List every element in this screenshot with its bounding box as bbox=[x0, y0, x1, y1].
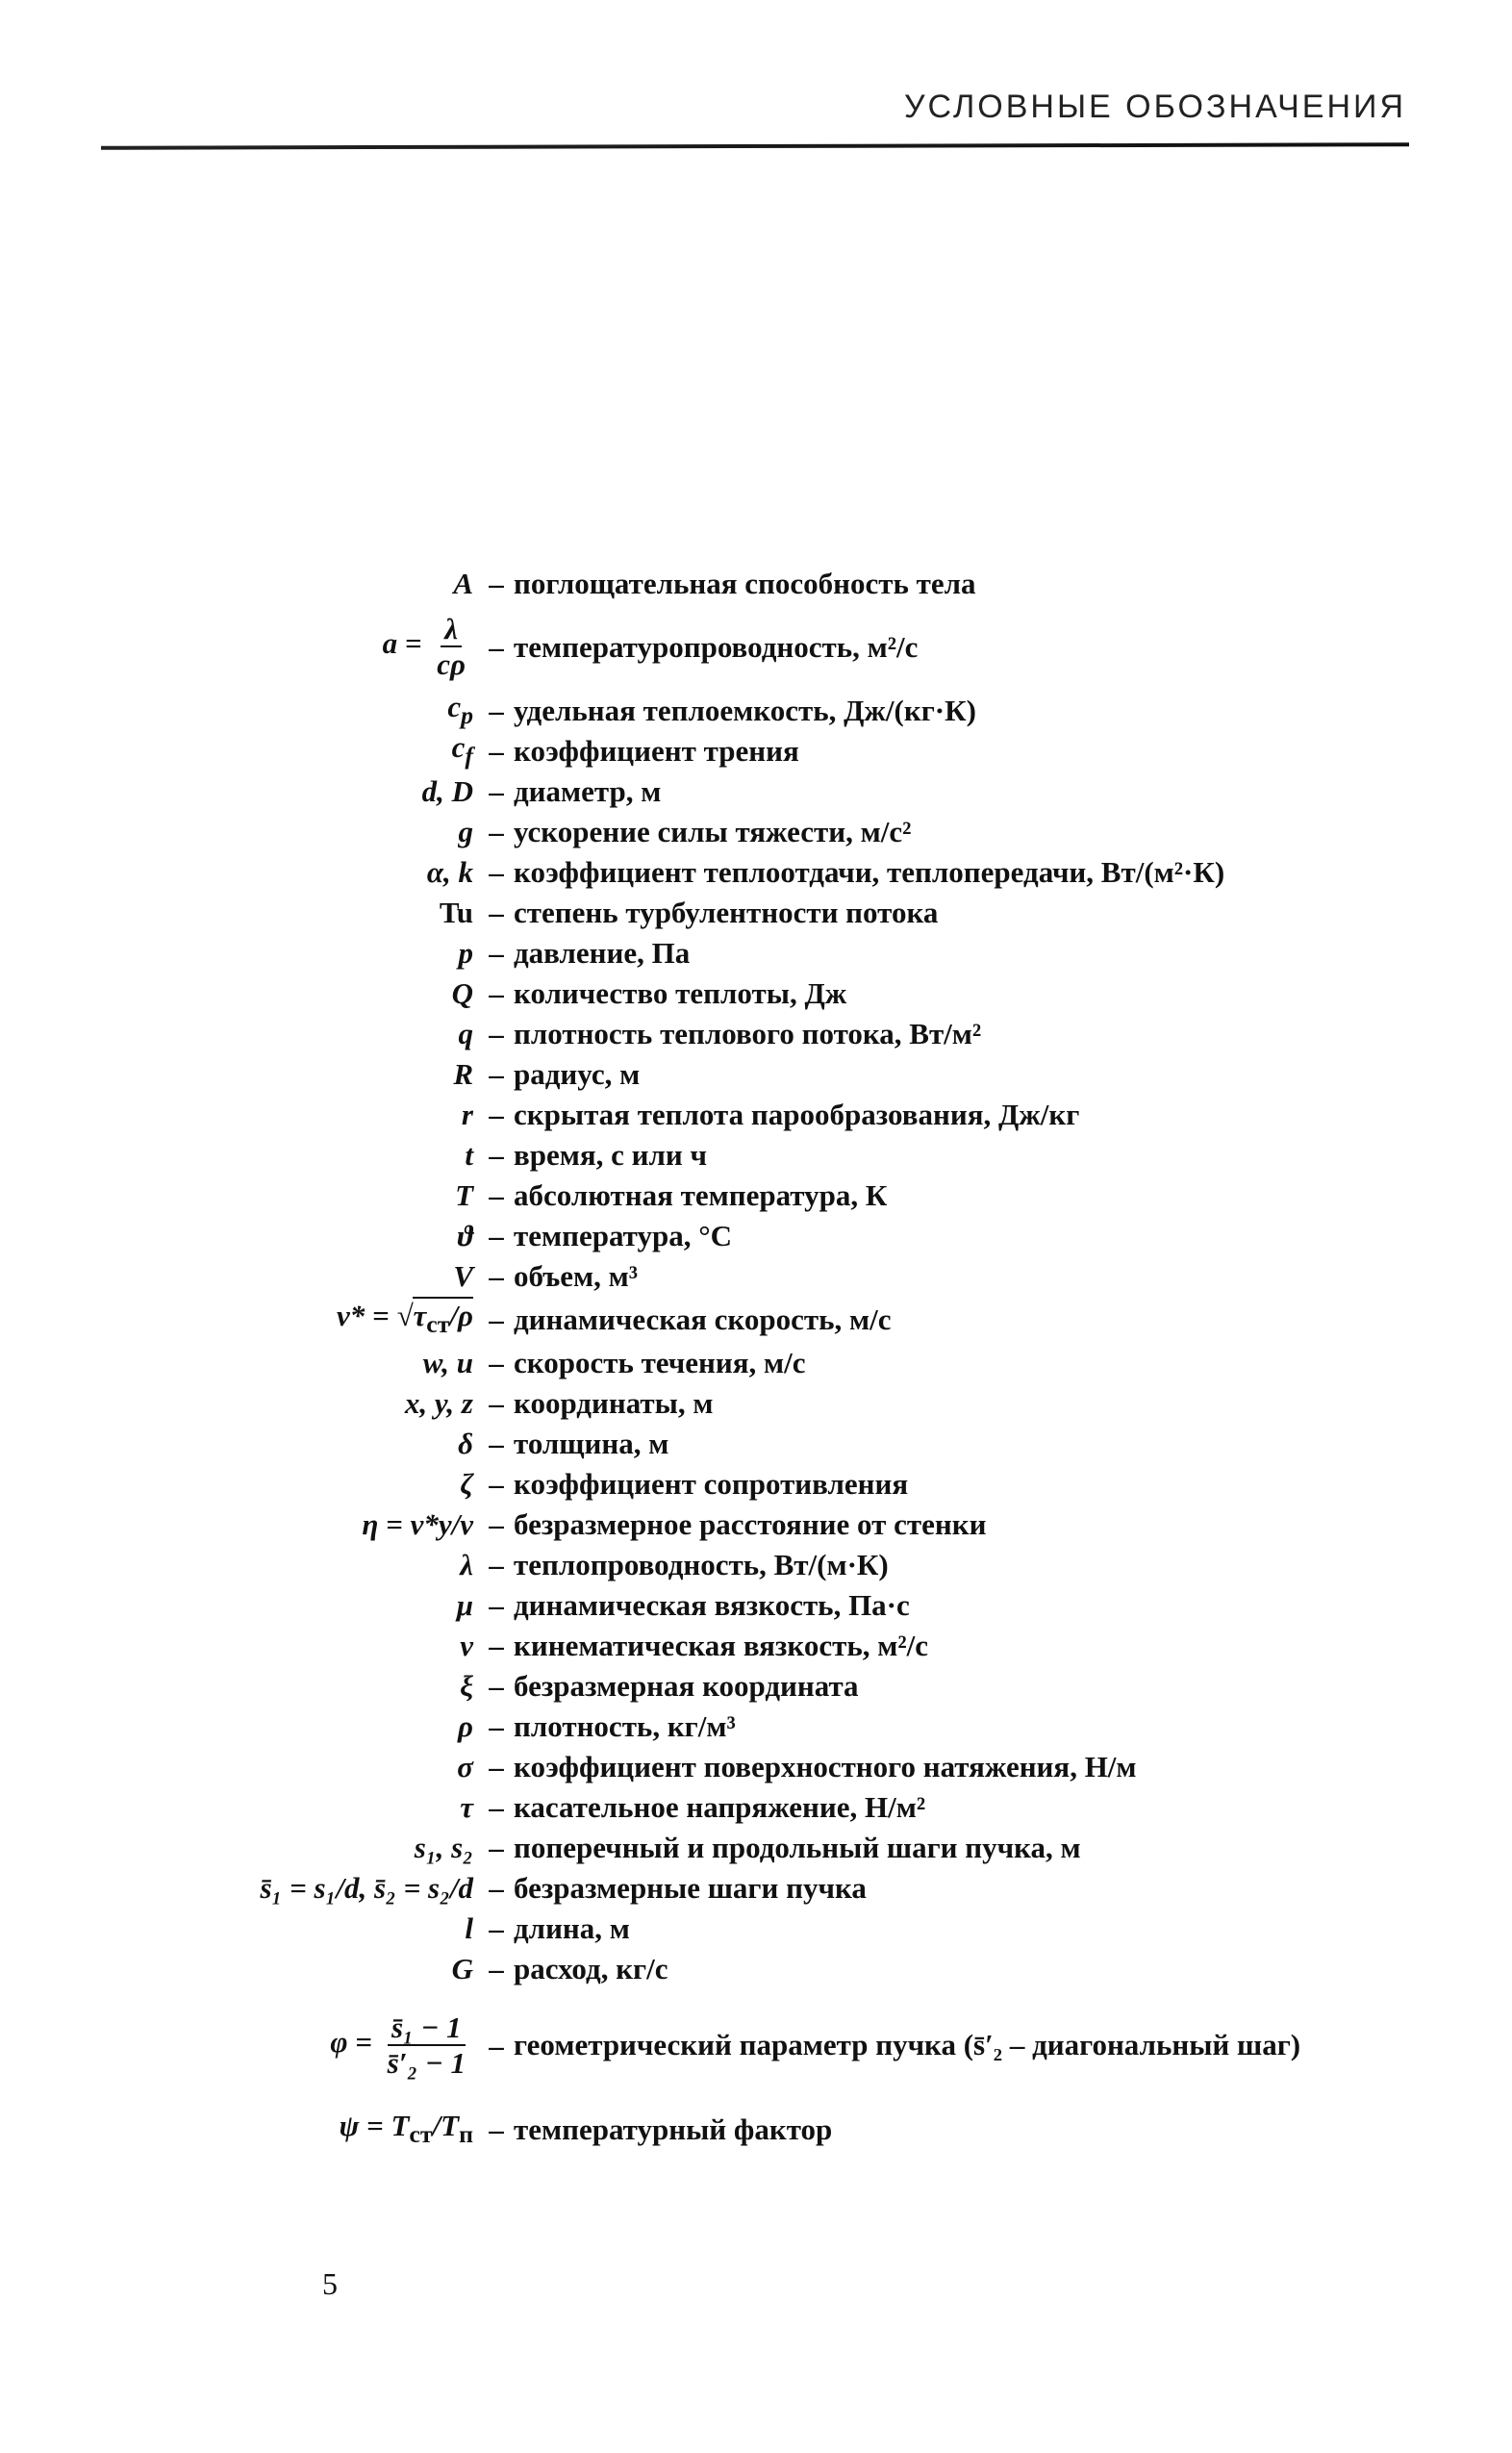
notation-row bbox=[0, 1296, 1512, 1342]
description: поперечный и продольный шаги пучка, м bbox=[514, 1830, 1081, 1864]
notation-row bbox=[0, 1706, 1512, 1746]
dash: – bbox=[489, 1506, 504, 1541]
description: радиус, м bbox=[514, 1056, 641, 1091]
notation-row bbox=[0, 1504, 1512, 1544]
description: безразмерная координата bbox=[514, 1668, 859, 1703]
dash: – bbox=[489, 1385, 504, 1420]
notation-row bbox=[0, 1423, 1512, 1463]
symbol: s₁, s₂ bbox=[414, 1830, 473, 1864]
dash: – bbox=[489, 895, 504, 929]
dash: – bbox=[489, 1870, 504, 1905]
notation-row bbox=[0, 1382, 1512, 1423]
dash: – bbox=[489, 1789, 504, 1824]
notation-row bbox=[0, 1867, 1512, 1908]
description: касательное напряжение, Н/м² bbox=[514, 1789, 926, 1824]
symbol: R bbox=[453, 1056, 473, 1091]
notation-row bbox=[0, 563, 1512, 603]
symbol: δ bbox=[458, 1426, 473, 1460]
description: коэффициент сопротивления bbox=[514, 1466, 909, 1501]
notation-row bbox=[0, 771, 1512, 811]
description: объем, м³ bbox=[514, 1258, 639, 1293]
notation-row bbox=[0, 1463, 1512, 1504]
dash: – bbox=[489, 1137, 504, 1172]
description: плотность теплового потока, Вт/м² bbox=[514, 1016, 982, 1050]
dash: – bbox=[489, 1547, 504, 1581]
notation-row bbox=[0, 1342, 1512, 1382]
dash: – bbox=[489, 1587, 504, 1622]
header-rule bbox=[101, 142, 1409, 150]
dash: – bbox=[489, 1668, 504, 1703]
notation-row bbox=[0, 1786, 1512, 1827]
description: диаметр, м bbox=[514, 773, 662, 808]
notation-row bbox=[0, 690, 1512, 730]
dash: – bbox=[489, 814, 504, 848]
description: удельная теплоемкость, Дж/(кг·К) bbox=[514, 693, 976, 727]
symbol: ϑ bbox=[457, 1218, 473, 1252]
fraction-numerator: λ bbox=[441, 614, 462, 647]
symbol: d, D bbox=[421, 773, 473, 808]
dash: – bbox=[489, 1708, 504, 1743]
dash: – bbox=[489, 733, 504, 768]
symbol: x, y, z bbox=[404, 1385, 473, 1420]
dash: – bbox=[489, 1097, 504, 1131]
notation-row bbox=[0, 1988, 1512, 2102]
dash: – bbox=[489, 1177, 504, 1212]
description: коэффициент трения bbox=[514, 733, 799, 768]
symbol: g bbox=[458, 814, 473, 848]
symbol: $v* = √\tau_{ст}/\rho$ bbox=[337, 1298, 473, 1339]
description: координаты, м bbox=[514, 1385, 714, 1420]
notation-row bbox=[0, 1215, 1512, 1255]
fraction-denominator: s̄′₂ − 1 bbox=[387, 2046, 466, 2080]
description: толщина, м bbox=[514, 1426, 669, 1460]
description: время, с или ч bbox=[514, 1137, 707, 1172]
symbol: q bbox=[458, 1016, 473, 1050]
dash: – bbox=[489, 1302, 504, 1336]
notation-row bbox=[0, 1094, 1512, 1134]
notation-row bbox=[0, 1255, 1512, 1296]
dash: – bbox=[489, 854, 504, 889]
description: теплопроводность, Вт/(м·К) bbox=[514, 1547, 889, 1581]
symbol-lhs: a = bbox=[382, 626, 422, 661]
dash: – bbox=[489, 1345, 504, 1379]
symbol: s̄₁ = s₁/d, s̄₂ = s₂/d bbox=[260, 1870, 473, 1905]
dash: – bbox=[489, 1830, 504, 1864]
running-header: УСЛОВНЫЕ ОБОЗНАЧЕНИЯ bbox=[903, 89, 1406, 125]
notation-row bbox=[0, 2102, 1512, 2156]
notation-row bbox=[0, 1134, 1512, 1175]
symbol: G bbox=[451, 1951, 473, 1985]
description: коэффициент поверхностного натяжения, Н/м bbox=[514, 1749, 1137, 1783]
description: плотность, кг/м³ bbox=[514, 1708, 736, 1743]
description: температура, °С bbox=[514, 1218, 733, 1252]
symbol bbox=[0, 614, 479, 679]
symbol: p bbox=[458, 935, 473, 970]
notation-row bbox=[0, 1175, 1512, 1215]
description: кинематическая вязкость, м²/с bbox=[514, 1628, 929, 1662]
dash: – bbox=[489, 1258, 504, 1293]
description: безразмерные шаги пучка bbox=[514, 1870, 867, 1905]
description: степень турбулентности потока bbox=[514, 895, 939, 929]
description: количество теплоты, Дж bbox=[514, 975, 847, 1010]
description: поглощательная способность тела bbox=[514, 566, 976, 600]
notation-row bbox=[0, 892, 1512, 932]
notation-row bbox=[0, 851, 1512, 892]
notation-row bbox=[0, 973, 1512, 1013]
symbol: Q bbox=[451, 975, 473, 1010]
description: температурный фактор bbox=[514, 2112, 833, 2146]
description: длина, м bbox=[514, 1910, 630, 1945]
dash: – bbox=[489, 1910, 504, 1945]
dash: – bbox=[489, 1951, 504, 1985]
symbol: τ bbox=[460, 1789, 473, 1824]
notation-row bbox=[0, 1908, 1512, 1948]
description: давление, Па bbox=[514, 935, 691, 970]
symbol: $c_p$ bbox=[447, 689, 473, 730]
symbol: T bbox=[455, 1177, 473, 1212]
symbol: V bbox=[453, 1258, 473, 1293]
notation-row bbox=[0, 1665, 1512, 1706]
dash: – bbox=[489, 1016, 504, 1050]
description: геометрический параметр пучка (s̄′₂ – диагональный шаг) bbox=[514, 2027, 1301, 2061]
fraction-denominator: cρ bbox=[437, 647, 466, 681]
dash: – bbox=[489, 975, 504, 1010]
symbol: r bbox=[461, 1097, 473, 1131]
symbol: η = v*y/ν bbox=[362, 1506, 473, 1541]
dash: – bbox=[489, 935, 504, 970]
description: динамическая скорость, м/с bbox=[514, 1302, 892, 1336]
dash: – bbox=[489, 566, 504, 600]
dash: – bbox=[489, 693, 504, 727]
description: температуропроводность, м²/с bbox=[514, 629, 919, 664]
dash: – bbox=[489, 773, 504, 808]
notation-row bbox=[0, 1746, 1512, 1786]
symbol: $c_f$ bbox=[451, 729, 473, 771]
symbol: w, u bbox=[422, 1345, 473, 1379]
description: динамическая вязкость, Па·с bbox=[514, 1587, 910, 1622]
notation-row bbox=[0, 1948, 1512, 1988]
symbol: ρ bbox=[458, 1708, 473, 1743]
description: безразмерное расстояние от стенки bbox=[514, 1506, 987, 1541]
symbol: μ bbox=[456, 1587, 473, 1622]
symbol bbox=[0, 2012, 479, 2078]
symbol: α, k bbox=[426, 854, 473, 889]
fraction bbox=[433, 614, 469, 679]
description: расход, кг/с bbox=[514, 1951, 668, 1985]
notation-row bbox=[0, 1544, 1512, 1584]
notation-row bbox=[0, 811, 1512, 851]
dash: – bbox=[489, 1056, 504, 1091]
notation-list bbox=[0, 563, 1512, 2156]
description: коэффициент теплоотдачи, теплопередачи, Вт/(м²·К) bbox=[514, 854, 1225, 889]
notation-row bbox=[0, 932, 1512, 973]
symbol: ζ bbox=[460, 1466, 473, 1501]
dash: – bbox=[489, 1749, 504, 1783]
fraction bbox=[384, 2012, 469, 2078]
dash: – bbox=[489, 629, 504, 664]
symbol: Tu bbox=[439, 895, 473, 929]
notation-row bbox=[0, 1584, 1512, 1625]
notation-row bbox=[0, 1625, 1512, 1665]
notation-row bbox=[0, 730, 1512, 771]
dash: – bbox=[489, 1426, 504, 1460]
symbol: l bbox=[465, 1910, 473, 1945]
description: скорость течения, м/с bbox=[514, 1345, 806, 1379]
symbol: ν bbox=[460, 1628, 473, 1662]
symbol: $\psi = T_{ст}/T_п$ bbox=[339, 2108, 473, 2149]
fraction-numerator: s̄₁ − 1 bbox=[388, 2012, 466, 2046]
notation-row bbox=[0, 1827, 1512, 1867]
symbol: λ bbox=[460, 1547, 473, 1581]
dash: – bbox=[489, 2112, 504, 2146]
symbol: σ bbox=[457, 1749, 473, 1783]
notation-row bbox=[0, 1053, 1512, 1094]
dash: – bbox=[489, 2028, 504, 2062]
symbol-lhs: φ = bbox=[330, 2025, 372, 2060]
symbol: ξ bbox=[460, 1668, 473, 1703]
description: ускорение силы тяжести, м/с² bbox=[514, 814, 912, 848]
description: абсолютная температура, К bbox=[514, 1177, 888, 1212]
dash: – bbox=[489, 1218, 504, 1252]
description: скрытая теплота парообразования, Дж/кг bbox=[514, 1097, 1080, 1131]
page-number: 5 bbox=[322, 2266, 338, 2301]
symbol: t bbox=[465, 1137, 473, 1172]
dash: – bbox=[489, 1628, 504, 1662]
notation-row bbox=[0, 603, 1512, 690]
notation-row bbox=[0, 1013, 1512, 1053]
symbol: A bbox=[453, 566, 473, 600]
dash: – bbox=[489, 1466, 504, 1501]
